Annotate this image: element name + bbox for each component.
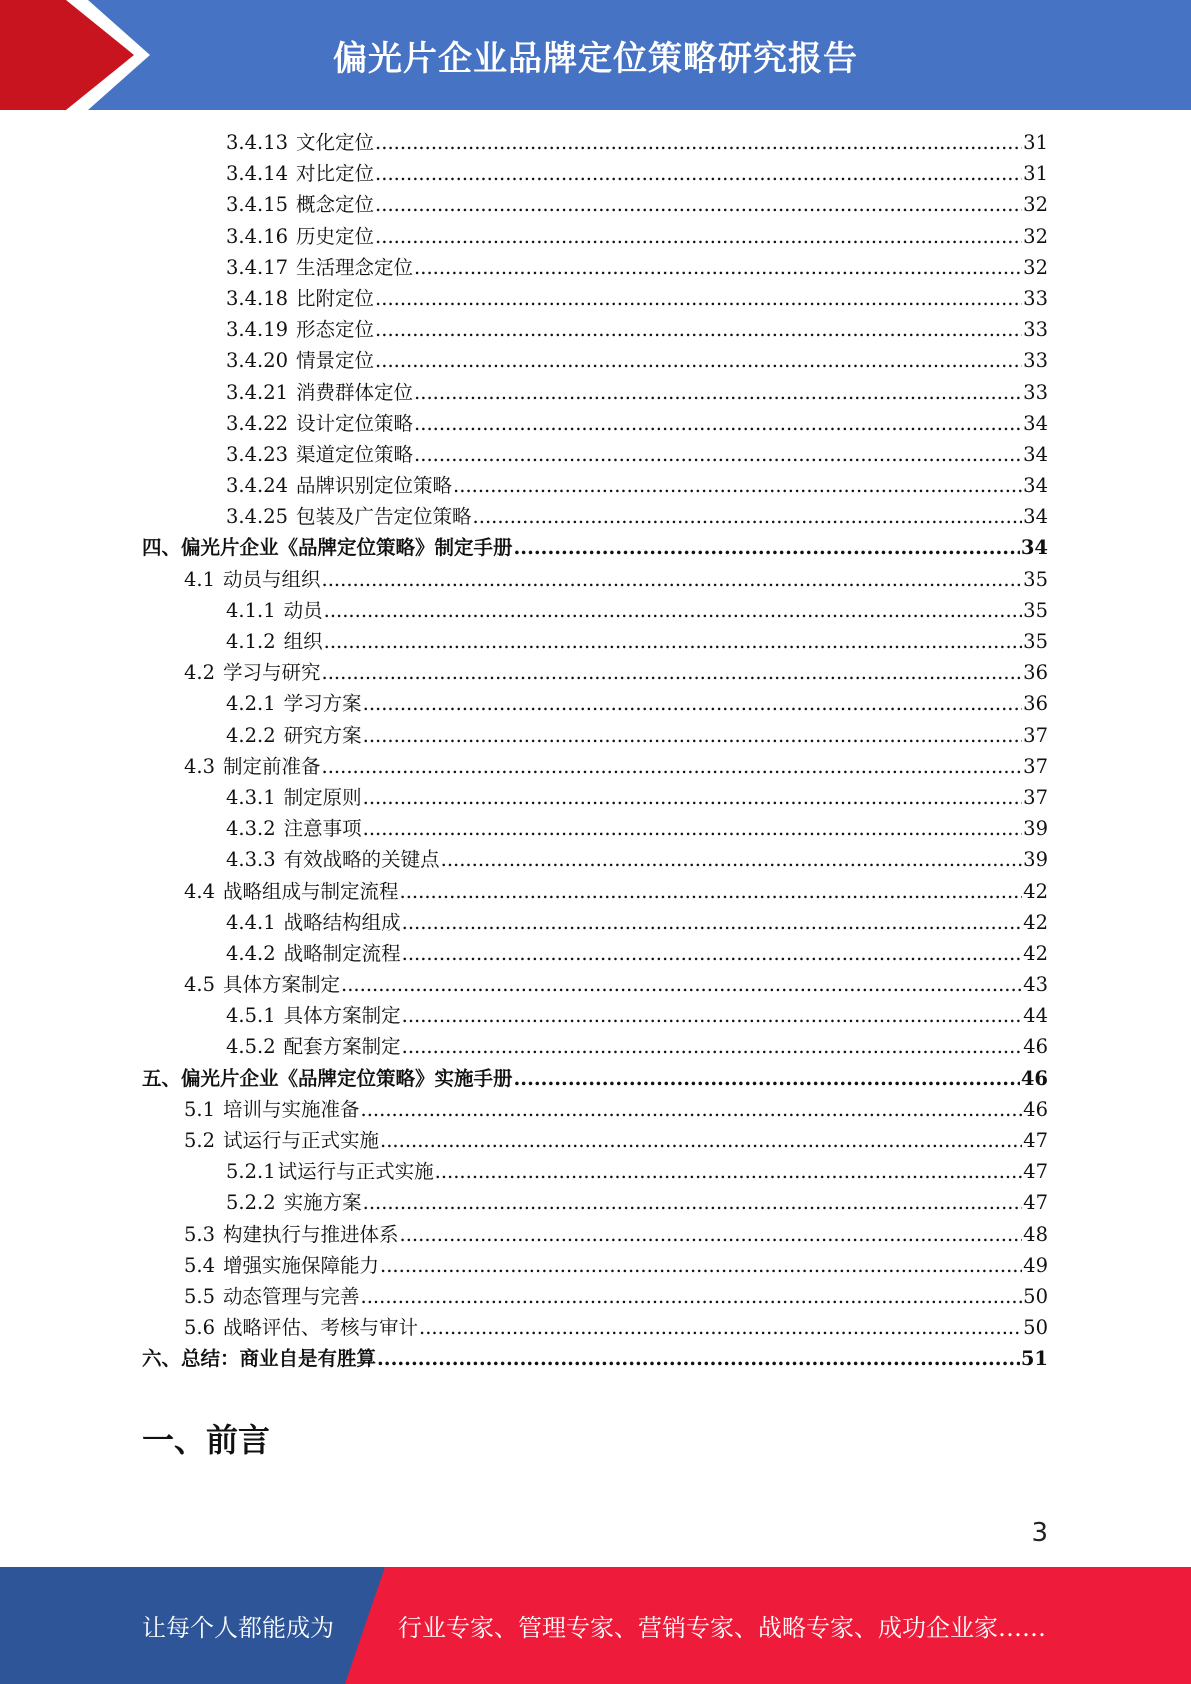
toc-entry-page: 36 bbox=[1023, 692, 1048, 716]
toc-leader-dots bbox=[453, 470, 1022, 501]
toc-entry-title: 构建执行与推进体系 bbox=[223, 1222, 399, 1246]
toc-entry-title: 四、偏光片企业《品牌定位策略》制定手册 bbox=[142, 536, 513, 560]
toc-entry[interactable] bbox=[142, 1000, 1048, 1031]
toc-entry-title: 消费群体定位 bbox=[296, 380, 414, 404]
toc-entry-title: 学习与研究 bbox=[223, 661, 321, 685]
toc-entry-page: 37 bbox=[1023, 754, 1048, 778]
toc-entry-page: 33 bbox=[1023, 286, 1048, 310]
toc-entry-page: 35 bbox=[1023, 598, 1048, 622]
toc-entry[interactable] bbox=[142, 1094, 1048, 1125]
toc-leader-dots bbox=[363, 782, 1023, 813]
toc-entry[interactable] bbox=[142, 688, 1048, 719]
toc-leader-dots bbox=[435, 1156, 1023, 1187]
toc-entry[interactable] bbox=[142, 189, 1048, 220]
toc-entry[interactable] bbox=[142, 158, 1048, 189]
toc-entry-title: 动员 bbox=[283, 598, 323, 622]
toc-leader-dots bbox=[361, 1281, 1023, 1312]
toc-entry-title: 研究方案 bbox=[283, 723, 362, 747]
toc-entry-page: 33 bbox=[1023, 318, 1048, 342]
toc-entry-page: 37 bbox=[1023, 723, 1048, 747]
toc-entry[interactable] bbox=[142, 314, 1048, 345]
toc-entry-title: 渠道定位策略 bbox=[296, 442, 414, 466]
toc-entry-page: 31 bbox=[1023, 131, 1048, 154]
toc-leader-dots bbox=[473, 501, 1023, 532]
toc-leader-dots bbox=[375, 283, 1022, 314]
footer-slogan-right: 行业专家、管理专家、营销专家、战略专家、成功企业家…… bbox=[398, 1614, 1046, 1642]
toc-entry-page: 44 bbox=[1023, 1004, 1048, 1028]
toc-entry[interactable] bbox=[142, 782, 1048, 813]
toc-entry-number: 4.3 bbox=[184, 754, 216, 778]
toc-entry-number: 4.2 bbox=[184, 661, 216, 685]
toc-entry-title: 制定前准备 bbox=[223, 754, 321, 778]
toc-leader-dots bbox=[441, 844, 1023, 875]
toc-leader-dots bbox=[375, 189, 1022, 220]
page-number: 3 bbox=[1031, 1518, 1048, 1548]
toc-entry-title: 概念定位 bbox=[296, 193, 375, 217]
toc-entry-title: 战略制定流程 bbox=[283, 941, 401, 965]
toc-entry-title: 六、总结：商业自是有胜算 bbox=[142, 1347, 377, 1371]
toc-entry-number: 4.4.2 bbox=[226, 941, 276, 965]
toc-leader-dots bbox=[322, 657, 1023, 688]
toc-entry[interactable] bbox=[142, 1063, 1048, 1094]
toc-entry-page: 51 bbox=[1020, 1347, 1048, 1371]
toc-entry-page: 50 bbox=[1023, 1316, 1048, 1340]
toc-entry[interactable] bbox=[142, 1250, 1048, 1281]
toc-entry-title: 战略组成与制定流程 bbox=[223, 879, 399, 903]
toc-entry-page: 33 bbox=[1023, 349, 1048, 373]
toc-entry[interactable] bbox=[142, 252, 1048, 283]
toc-leader-dots bbox=[375, 158, 1022, 189]
toc-entry-page: 34 bbox=[1023, 411, 1048, 435]
toc-entry-title: 配套方案制定 bbox=[283, 1035, 401, 1059]
toc-leader-dots bbox=[400, 876, 1023, 907]
toc-entry[interactable] bbox=[142, 564, 1048, 595]
toc-entry-number: 4.1.1 bbox=[226, 598, 276, 622]
toc-entry-page: 32 bbox=[1023, 193, 1048, 217]
red-chevron-graphic bbox=[0, 0, 160, 110]
toc-leader-dots bbox=[402, 907, 1023, 938]
toc-entry-page: 47 bbox=[1023, 1160, 1048, 1184]
toc-leader-dots bbox=[377, 1343, 1020, 1374]
toc-entry-number: 4.1.2 bbox=[226, 630, 276, 653]
toc-entry-page: 32 bbox=[1023, 255, 1048, 279]
toc-entry-title: 有效战略的关键点 bbox=[283, 848, 440, 872]
toc-entry-number: 4.4.1 bbox=[226, 910, 276, 934]
toc-entry[interactable] bbox=[142, 501, 1048, 532]
toc-entry-number: 3.4.14 bbox=[226, 162, 289, 186]
toc-entry-page: 39 bbox=[1023, 817, 1048, 841]
toc-leader-dots bbox=[361, 1094, 1023, 1125]
toc-entry-number: 3.4.18 bbox=[226, 286, 289, 310]
toc-entry-title: 战略评估、考核与审计 bbox=[223, 1316, 419, 1340]
toc-entry[interactable] bbox=[142, 283, 1048, 314]
toc-entry-number: 4.3.1 bbox=[226, 785, 276, 809]
toc-entry-page: 35 bbox=[1023, 567, 1048, 591]
toc-entry-page: 33 bbox=[1023, 380, 1048, 404]
toc-entry[interactable] bbox=[142, 1281, 1048, 1312]
toc-entry[interactable] bbox=[142, 1156, 1048, 1187]
toc-entry-title: 动态管理与完善 bbox=[223, 1284, 360, 1308]
toc-leader-dots bbox=[402, 1031, 1023, 1062]
toc-entry-number: 4.2.1 bbox=[226, 692, 276, 716]
toc-entry[interactable] bbox=[142, 938, 1048, 969]
toc-entry-number: 4.3.2 bbox=[226, 817, 276, 841]
toc-entry-page: 46 bbox=[1023, 1035, 1048, 1059]
toc-entry-number: 3.4.23 bbox=[226, 442, 289, 466]
toc-entry[interactable] bbox=[142, 1312, 1048, 1343]
toc-entry-number: 5.2.2 bbox=[226, 1191, 276, 1215]
toc-entry[interactable] bbox=[142, 751, 1048, 782]
toc-entry-number: 4.3.3 bbox=[226, 848, 276, 872]
toc-leader-dots bbox=[402, 1000, 1023, 1031]
toc-entry-page: 34 bbox=[1023, 474, 1048, 498]
toc-leader-dots bbox=[363, 720, 1023, 751]
toc-entry[interactable] bbox=[142, 532, 1048, 563]
toc-entry-number: 5.6 bbox=[184, 1316, 216, 1340]
toc-entry[interactable] bbox=[142, 813, 1048, 844]
toc-entry-title: 注意事项 bbox=[283, 817, 362, 841]
toc-entry-title: 具体方案制定 bbox=[223, 973, 341, 997]
toc-entry-title: 包装及广告定位策略 bbox=[296, 505, 472, 529]
toc-entry-page: 48 bbox=[1023, 1222, 1048, 1246]
toc-entry-number: 3.4.15 bbox=[226, 193, 289, 217]
footer-slogan-left: 让每个人都能成为 bbox=[142, 1614, 334, 1642]
toc-entry-title: 增强实施保障能力 bbox=[223, 1253, 380, 1277]
toc-entry-title: 具体方案制定 bbox=[283, 1004, 401, 1028]
toc-leader-dots bbox=[363, 813, 1023, 844]
toc-entry-title: 试运行与正式实施 bbox=[277, 1160, 434, 1184]
toc-entry-title: 组织 bbox=[283, 630, 323, 653]
toc-leader-dots bbox=[375, 221, 1022, 252]
toc-leader-dots bbox=[419, 1312, 1022, 1343]
toc-entry-page: 32 bbox=[1023, 224, 1048, 248]
toc-entry-title: 五、偏光片企业《品牌定位策略》实施手册 bbox=[142, 1066, 513, 1090]
toc-entry-title: 生活理念定位 bbox=[296, 255, 414, 279]
toc-leader-dots bbox=[363, 1187, 1023, 1218]
toc-entry-title: 实施方案 bbox=[283, 1191, 362, 1215]
toc-leader-dots bbox=[414, 439, 1022, 470]
toc-entry[interactable] bbox=[142, 1187, 1048, 1218]
toc-entry-page: 37 bbox=[1023, 785, 1048, 809]
toc-entry-number: 3.4.22 bbox=[226, 411, 289, 435]
toc-leader-dots bbox=[324, 626, 1023, 657]
toc-leader-dots bbox=[514, 532, 1020, 563]
toc-entry-number: 3.4.16 bbox=[226, 224, 289, 248]
toc-entry-title: 形态定位 bbox=[296, 318, 375, 342]
toc-entry[interactable] bbox=[142, 595, 1048, 626]
toc-entry-number: 5.5 bbox=[184, 1284, 216, 1308]
toc-entry-page: 47 bbox=[1023, 1191, 1048, 1215]
toc-leader-dots bbox=[414, 408, 1022, 439]
toc-entry-title: 情景定位 bbox=[296, 349, 375, 373]
toc-entry[interactable] bbox=[142, 221, 1048, 252]
toc-entry-title: 比附定位 bbox=[296, 286, 375, 310]
toc-entry-page: 49 bbox=[1023, 1253, 1048, 1277]
toc-entry[interactable] bbox=[142, 1031, 1048, 1062]
toc-entry-page: 50 bbox=[1023, 1284, 1048, 1308]
toc-entry-number: 3.4.21 bbox=[226, 380, 289, 404]
toc-entry-page: 42 bbox=[1023, 910, 1048, 934]
toc-entry[interactable] bbox=[142, 907, 1048, 938]
toc-leader-dots bbox=[341, 969, 1022, 1000]
toc-entry-page: 36 bbox=[1023, 661, 1048, 685]
toc-entry-page: 35 bbox=[1023, 630, 1048, 653]
toc-leader-dots bbox=[322, 751, 1023, 782]
toc-entry-number: 5.4 bbox=[184, 1253, 216, 1277]
toc-entry-page: 34 bbox=[1020, 536, 1048, 560]
toc-entry-page: 34 bbox=[1023, 442, 1048, 466]
toc-entry-number: 4.2.2 bbox=[226, 723, 276, 747]
toc-leader-dots bbox=[400, 1219, 1023, 1250]
toc-leader-dots bbox=[324, 595, 1023, 626]
toc-leader-dots bbox=[380, 1250, 1022, 1281]
toc-entry[interactable] bbox=[142, 127, 1048, 158]
toc-entry[interactable] bbox=[142, 720, 1048, 751]
toc-leader-dots bbox=[375, 345, 1022, 376]
toc-entry-number: 3.4.19 bbox=[226, 318, 289, 342]
toc-entry-page: 39 bbox=[1023, 848, 1048, 872]
toc-entry-page: 34 bbox=[1023, 505, 1048, 529]
toc-entry-number: 3.4.25 bbox=[226, 505, 289, 529]
toc-entry-page: 43 bbox=[1023, 973, 1048, 997]
toc-entry-number: 4.4 bbox=[184, 879, 216, 903]
toc-entry[interactable] bbox=[142, 1343, 1048, 1374]
toc-entry-title: 历史定位 bbox=[296, 224, 375, 248]
toc-entry-title: 战略结构组成 bbox=[283, 910, 401, 934]
toc-entry-number: 4.5.2 bbox=[226, 1035, 276, 1059]
toc-entry[interactable] bbox=[142, 876, 1048, 907]
toc-entry[interactable] bbox=[142, 969, 1048, 1000]
toc-entry-page: 46 bbox=[1020, 1066, 1048, 1090]
toc-entry-number: 5.2.1 bbox=[226, 1160, 276, 1184]
toc-leader-dots bbox=[322, 564, 1023, 595]
toc-leader-dots bbox=[375, 314, 1022, 345]
page-footer bbox=[0, 1567, 1191, 1684]
toc-entry-number: 3.4.17 bbox=[226, 255, 289, 279]
toc-entry[interactable] bbox=[142, 439, 1048, 470]
toc-entry[interactable] bbox=[142, 345, 1048, 376]
toc-leader-dots bbox=[402, 938, 1023, 969]
toc-entry[interactable] bbox=[142, 377, 1048, 408]
toc-entry-number: 5.2 bbox=[184, 1129, 216, 1152]
toc-entry-title: 培训与实施准备 bbox=[223, 1097, 360, 1121]
toc-entry-number: 4.1 bbox=[184, 567, 216, 591]
toc-leader-dots bbox=[375, 127, 1022, 158]
toc-entry[interactable] bbox=[142, 1125, 1048, 1156]
toc-entry[interactable] bbox=[142, 470, 1048, 501]
toc-entry[interactable] bbox=[142, 626, 1048, 657]
toc-entry-number: 3.4.13 bbox=[226, 131, 289, 154]
toc-entry-page: 47 bbox=[1023, 1129, 1048, 1152]
table-of-contents bbox=[142, 127, 1048, 1375]
section-heading: 一、前言 bbox=[142, 1421, 271, 1459]
toc-entry[interactable] bbox=[142, 408, 1048, 439]
toc-entry-number: 4.5.1 bbox=[226, 1004, 276, 1028]
toc-leader-dots bbox=[380, 1125, 1022, 1156]
toc-entry[interactable] bbox=[142, 844, 1048, 875]
toc-entry-page: 31 bbox=[1023, 162, 1048, 186]
toc-entry-number: 5.1 bbox=[184, 1097, 216, 1121]
page-header bbox=[0, 0, 1191, 110]
toc-entry-title: 文化定位 bbox=[296, 131, 375, 154]
toc-entry-number: 5.3 bbox=[184, 1222, 216, 1246]
toc-entry-title: 对比定位 bbox=[296, 162, 375, 186]
toc-leader-dots bbox=[363, 688, 1023, 719]
toc-entry-title: 动员与组织 bbox=[223, 567, 321, 591]
toc-leader-dots bbox=[414, 377, 1022, 408]
toc-leader-dots bbox=[514, 1063, 1020, 1094]
report-title: 偏光片企业品牌定位策略研究报告 bbox=[333, 38, 858, 79]
toc-entry-title: 品牌识别定位策略 bbox=[296, 474, 453, 498]
toc-entry-title: 设计定位策略 bbox=[296, 411, 414, 435]
toc-entry[interactable] bbox=[142, 657, 1048, 688]
toc-entry-number: 3.4.20 bbox=[226, 349, 289, 373]
toc-entry-title: 学习方案 bbox=[283, 692, 362, 716]
toc-leader-dots bbox=[414, 252, 1022, 283]
toc-entry-page: 46 bbox=[1023, 1097, 1048, 1121]
toc-entry-title: 制定原则 bbox=[283, 785, 362, 809]
toc-entry-title: 试运行与正式实施 bbox=[223, 1129, 380, 1152]
toc-entry[interactable] bbox=[142, 1219, 1048, 1250]
toc-entry-number: 4.5 bbox=[184, 973, 216, 997]
toc-entry-page: 42 bbox=[1023, 941, 1048, 965]
toc-entry-page: 42 bbox=[1023, 879, 1048, 903]
toc-entry-number: 3.4.24 bbox=[226, 474, 289, 498]
